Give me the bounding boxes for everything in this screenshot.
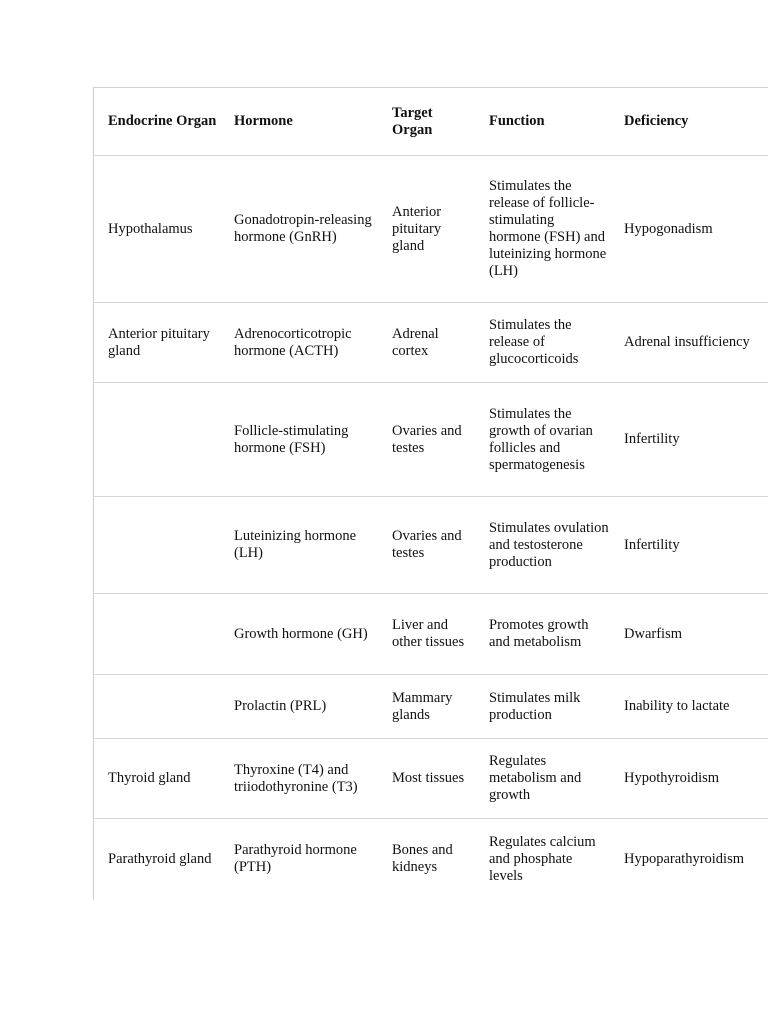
cell-hormone: Follicle-stimulating hormone (FSH) — [219, 383, 377, 497]
cell-hormone: Parathyroid hormone (PTH) — [234, 842, 357, 875]
header-target-organ: Target Organ — [377, 88, 474, 156]
cell-deficiency: Infertility — [609, 497, 768, 594]
cell-target-organ: Most tissues — [377, 739, 474, 819]
cell-target-organ: Bones and kidneys — [392, 842, 453, 875]
cell-hormone: Adrenocorticotropic hormone (ACTH) — [219, 303, 377, 383]
table-row — [94, 675, 768, 739]
table-header-row — [94, 88, 768, 156]
table-row — [94, 594, 768, 675]
cell-endocrine-organ — [94, 383, 219, 497]
cell-deficiency: Adrenal insufficiency — [609, 303, 768, 383]
header-endocrine-organ: Endocrine Organ — [94, 88, 219, 156]
table-row — [94, 303, 768, 383]
table-row — [94, 156, 768, 303]
endocrine-hormone-table — [94, 88, 768, 899]
cell-function: Stimulates milk production — [474, 675, 609, 739]
table-row — [94, 383, 768, 497]
cell-function: Stimulates the release of glucocorticoids — [474, 303, 609, 383]
header-function: Function — [474, 88, 609, 156]
table-row — [94, 739, 768, 819]
cell-endocrine-organ — [94, 497, 219, 594]
cell-deficiency: Inability to lactate — [609, 675, 768, 739]
cell-function: Promotes growth and metabolism — [474, 594, 609, 675]
cell-deficiency: Hypogonadism — [609, 156, 768, 303]
cell-hormone: Luteinizing hormone (LH) — [219, 497, 377, 594]
cell-endocrine-organ: Anterior pituitary gland — [94, 303, 219, 383]
cell-function: Regulates calcium and phosphate levels — [489, 833, 596, 884]
cell-deficiency: Hypoparathyroidism — [624, 850, 745, 867]
cell-target-organ: Anterior pituitary gland — [377, 156, 474, 303]
cell-deficiency: Dwarfism — [609, 594, 768, 675]
cell-target-organ: Ovaries and testes — [377, 383, 474, 497]
cell-deficiency: Hypothyroidism — [609, 739, 768, 819]
cell-target-organ: Ovaries and testes — [377, 497, 474, 594]
cell-endocrine-organ: Thyroid gland — [94, 739, 219, 819]
header-deficiency: Deficiency — [609, 88, 768, 156]
cell-deficiency: Infertility — [609, 383, 768, 497]
cell-target-organ: Mammary glands — [377, 675, 474, 739]
cell-hormone: Growth hormone (GH) — [219, 594, 377, 675]
table-row — [94, 497, 768, 594]
cell-endocrine-organ: Hypothalamus — [94, 156, 219, 303]
cell-endocrine-organ: Parathyroid gland — [108, 850, 212, 867]
cell-function: Stimulates the growth of ovarian follicles and spermatogenesis — [474, 383, 609, 497]
table-row — [94, 819, 768, 900]
cell-target-organ: Adrenal cortex — [377, 303, 474, 383]
cell-function: Stimulates the release of follicle-stimulating hormone (FSH) and luteinizing hormone (LH) — [474, 156, 609, 303]
cell-endocrine-organ — [94, 594, 219, 675]
cell-hormone: Thyroxine (T4) and triiodothyronine (T3) — [219, 739, 377, 819]
cell-endocrine-organ — [94, 675, 219, 739]
endocrine-table-container — [93, 87, 768, 900]
header-hormone: Hormone — [219, 88, 377, 156]
cell-hormone: Gonadotropin-releasing hormone (GnRH) — [219, 156, 377, 303]
cell-function: Regulates metabolism and growth — [474, 739, 609, 819]
cell-function: Stimulates ovulation and testosterone production — [474, 497, 609, 594]
cell-hormone: Prolactin (PRL) — [219, 675, 377, 739]
cell-target-organ: Liver and other tissues — [377, 594, 474, 675]
